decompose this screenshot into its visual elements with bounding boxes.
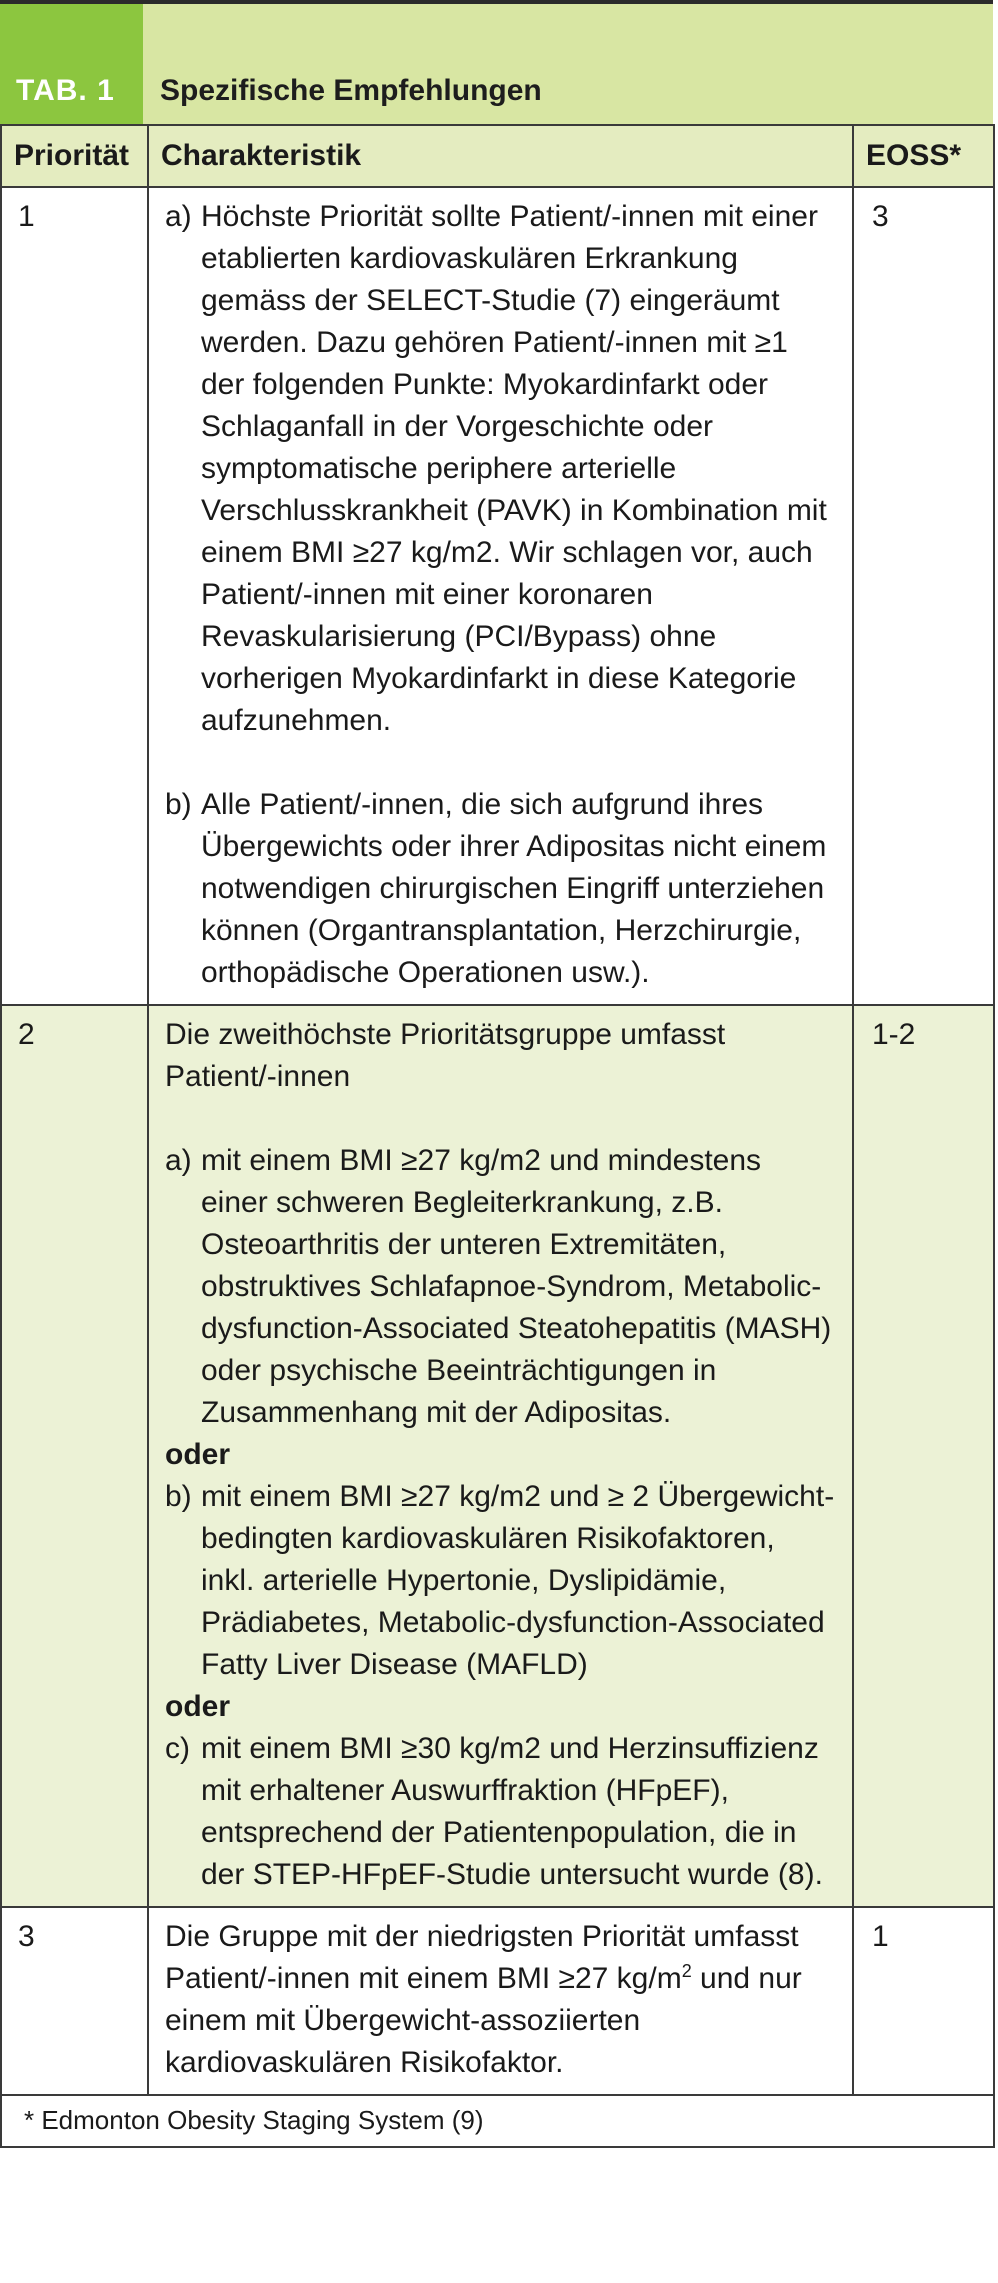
recommendations-table (0, 124, 995, 2148)
list-item-c (165, 1728, 836, 1896)
list-item-a (165, 1140, 836, 1434)
row-text-after: und nur einem mit Übergewicht-assoziierten kardiovaskulären Risikofaktor. (165, 1962, 802, 2079)
item-label: b) (165, 1480, 192, 1513)
eoss-cell: 1 (853, 1907, 994, 2095)
table-row-priority-2 (1, 1005, 994, 1907)
header-prioritaet: Priorität (1, 125, 148, 187)
item-label: a) (165, 200, 192, 233)
item-label: c) (165, 1732, 190, 1765)
list-item-b (165, 1476, 836, 1686)
table-row-priority-3 (1, 1907, 994, 2095)
table-title-bar (0, 4, 993, 124)
oder-connector: oder (165, 1438, 231, 1471)
header-charakteristik: Charakteristik (148, 125, 853, 187)
list-item-a (165, 196, 836, 742)
footnote-row (1, 2095, 994, 2147)
header-row (1, 125, 994, 187)
item-text: Höchste Priorität sollte Patient/-innen mit einer etablierten kardiovaskulären Erkrankung gemäss der SELECT-Studie (7) eingeräumt werden. Dazu gehören Patient/-innen mit ≥1 der folgenden Punkte: Myokardinfarkt oder Schlaganfall in der Vorgeschichte oder symptomatische periphere arterielle Verschlusskrankheit (PAVK) in Kombination mit einem BMI ≥27 kg/m2. Wir schlagen vor, auch Patient/-innen mit einer koronaren Revaskularisierung (PCI/Bypass) ohne vorherigen Myokardinfarkt in diese Kategorie aufzunehmen. (201, 200, 827, 737)
item-text: Alle Patient/-innen, die sich aufgrund ihres Übergewichts oder ihrer Adipositas nicht einem notwendigen chirurgischen Eingriff unterziehen können (Organtransplantation, Herzchirurgie, orthopädische Operationen usw.). (201, 788, 827, 989)
eoss-cell: 3 (853, 187, 994, 1005)
item-label: b) (165, 788, 192, 821)
table-row-priority-1 (1, 187, 994, 1005)
characteristic-cell (148, 187, 853, 1005)
item-label: a) (165, 1144, 192, 1177)
footnote: * Edmonton Obesity Staging System (9) (1, 2095, 994, 2147)
table-number-label: TAB. 1 (0, 4, 143, 124)
row-text-before: Die Gruppe mit der niedrigsten Priorität umfasst Patient/-innen mit einem BMI ≥27 kg/m (165, 1920, 799, 1995)
superscript-two: 2 (681, 1961, 692, 1981)
priority-cell: 3 (1, 1907, 148, 2095)
oder-connector: oder (165, 1690, 231, 1723)
header-eoss: EOSS* (853, 125, 994, 187)
row-intro-text: Die zweithöchste Prioritätsgruppe umfasst Patient/-innen (165, 1018, 726, 1093)
item-text: mit einem BMI ≥27 kg/m2 und mindestens einer schweren Begleiterkrankung, z.B. Osteoarthritis der unteren Extremitäten, obstruktives Schlafapnoe-Syndrom, Metabolic-dysfunction-Associated Steatohepatitis (MASH) oder psychische Beeinträchtigungen in Zusammenhang mit der Adipositas. (201, 1144, 832, 1429)
priority-cell: 1 (1, 187, 148, 1005)
list-item-b (165, 784, 836, 994)
item-text: mit einem BMI ≥27 kg/m2 und ≥ 2 Übergewicht-bedingten kardiovaskulären Risikofaktoren, inkl. arterielle Hypertonie, Dyslipidämie, Prädiabetes, Metabolic-dysfunction-Associated Fatty Liver Disease (MAFLD) (201, 1480, 835, 1681)
characteristic-cell (148, 1005, 853, 1907)
item-text: mit einem BMI ≥30 kg/m2 und Herzinsuffizienz mit erhaltener Auswurffraktion (HFpEF), entsprechend der Patientenpopulation, die in der STEP-HFpEF-Studie untersucht wurde (8). (201, 1732, 823, 1891)
eoss-cell: 1-2 (853, 1005, 994, 1907)
priority-cell: 2 (1, 1005, 148, 1907)
characteristic-cell (148, 1907, 853, 2095)
table-title: Spezifische Empfehlungen (143, 4, 993, 124)
